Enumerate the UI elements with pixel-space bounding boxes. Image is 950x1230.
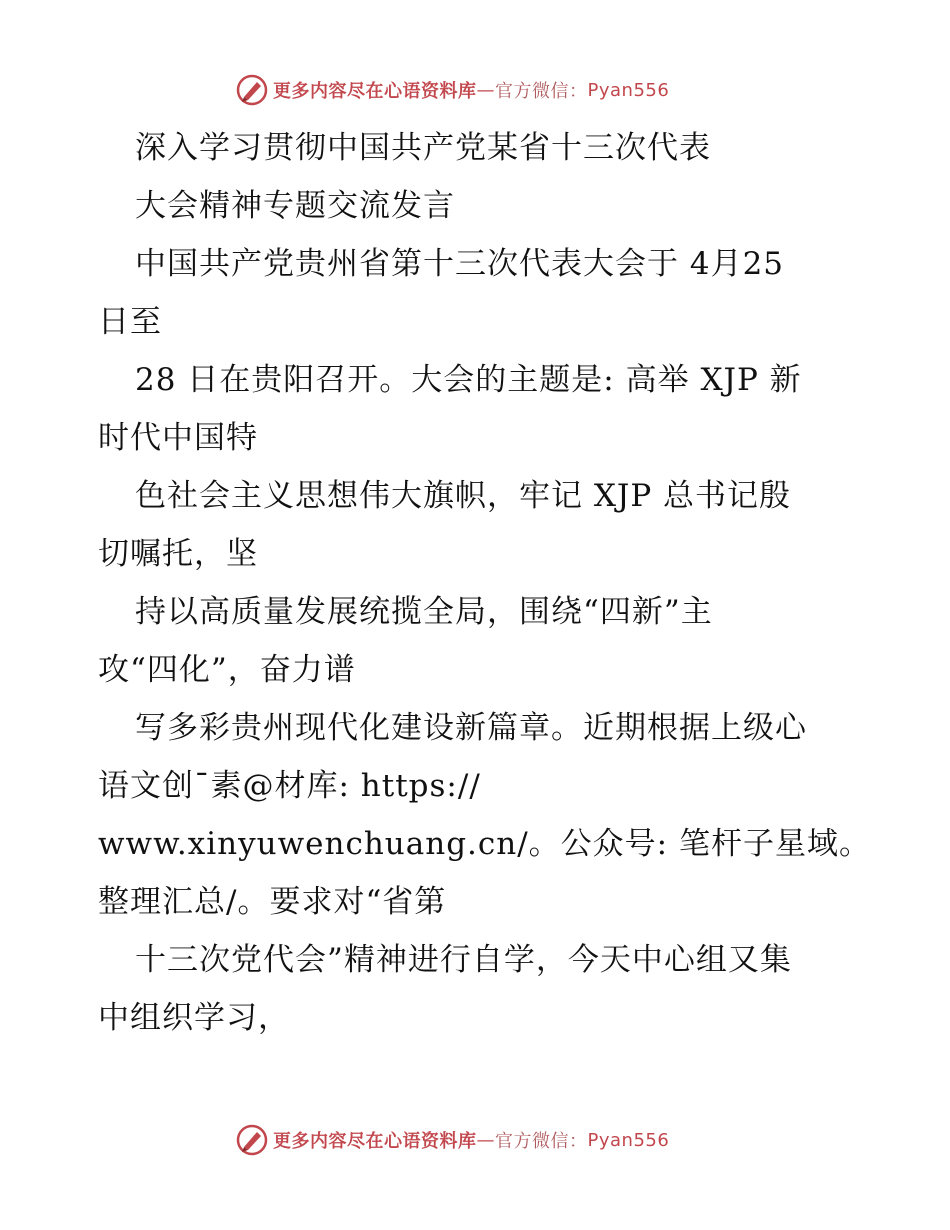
watermark-main-text: 更多内容尽在心语资料库 xyxy=(273,1131,477,1152)
paragraph-line: 语文创¯素@材库: https:// xyxy=(98,768,481,804)
paragraph-line: 28 日在贵阳召开。大会的主题是: 高举 XJP 新 xyxy=(135,362,802,398)
watermark-wechat-id: Pyan556 xyxy=(587,79,670,101)
paragraph-line: 写多彩贵州现代化建设新篇章。近期根据上级心 xyxy=(135,710,807,746)
paragraph-line: 十三次党代会”精神进行自学，今天中心组又集 xyxy=(135,942,792,978)
watermark-dash: — xyxy=(476,79,495,101)
title-line-2: 大会精神专题交流发言 xyxy=(135,188,455,224)
paragraph-line: 持以高质量发展统揽全局，围绕“四新”主 xyxy=(135,594,713,630)
watermark-sub-text: 官方微信： xyxy=(495,1131,588,1152)
paragraph-line: 攻“四化”，奋力谱 xyxy=(98,652,356,688)
watermark-main-text: 更多内容尽在心语资料库 xyxy=(273,81,477,102)
paragraph-line: 日至 xyxy=(98,304,162,340)
paragraph-line: 中国共产党贵州省第十三次代表大会于 4月25 xyxy=(135,246,785,282)
paragraph-line: 整理汇总/。要求对“省第 xyxy=(98,884,447,920)
footer-watermark xyxy=(235,1122,669,1158)
paragraph-line: 时代中国特 xyxy=(98,420,258,456)
watermark-sub-text: 官方微信： xyxy=(495,81,588,102)
watermark-wechat-id: Pyan556 xyxy=(587,1129,670,1151)
paragraph-line: 切嘱托，坚 xyxy=(98,536,258,572)
title-line-1: 深入学习贯彻中国共产党某省十三次代表 xyxy=(135,130,711,166)
pen-logo-icon xyxy=(235,73,269,107)
paragraph-line: www.xinyuwenchuang.cn/。公众号: 笔杆子星域。 xyxy=(98,826,871,862)
header-watermark xyxy=(235,72,669,108)
paragraph-line: 色社会主义思想伟大旗帜，牢记 XJP 总书记殷 xyxy=(135,478,792,514)
paragraph-line: 中组织学习， xyxy=(98,1000,290,1036)
pen-logo-icon xyxy=(235,1123,269,1157)
watermark-dash: — xyxy=(476,1129,495,1151)
